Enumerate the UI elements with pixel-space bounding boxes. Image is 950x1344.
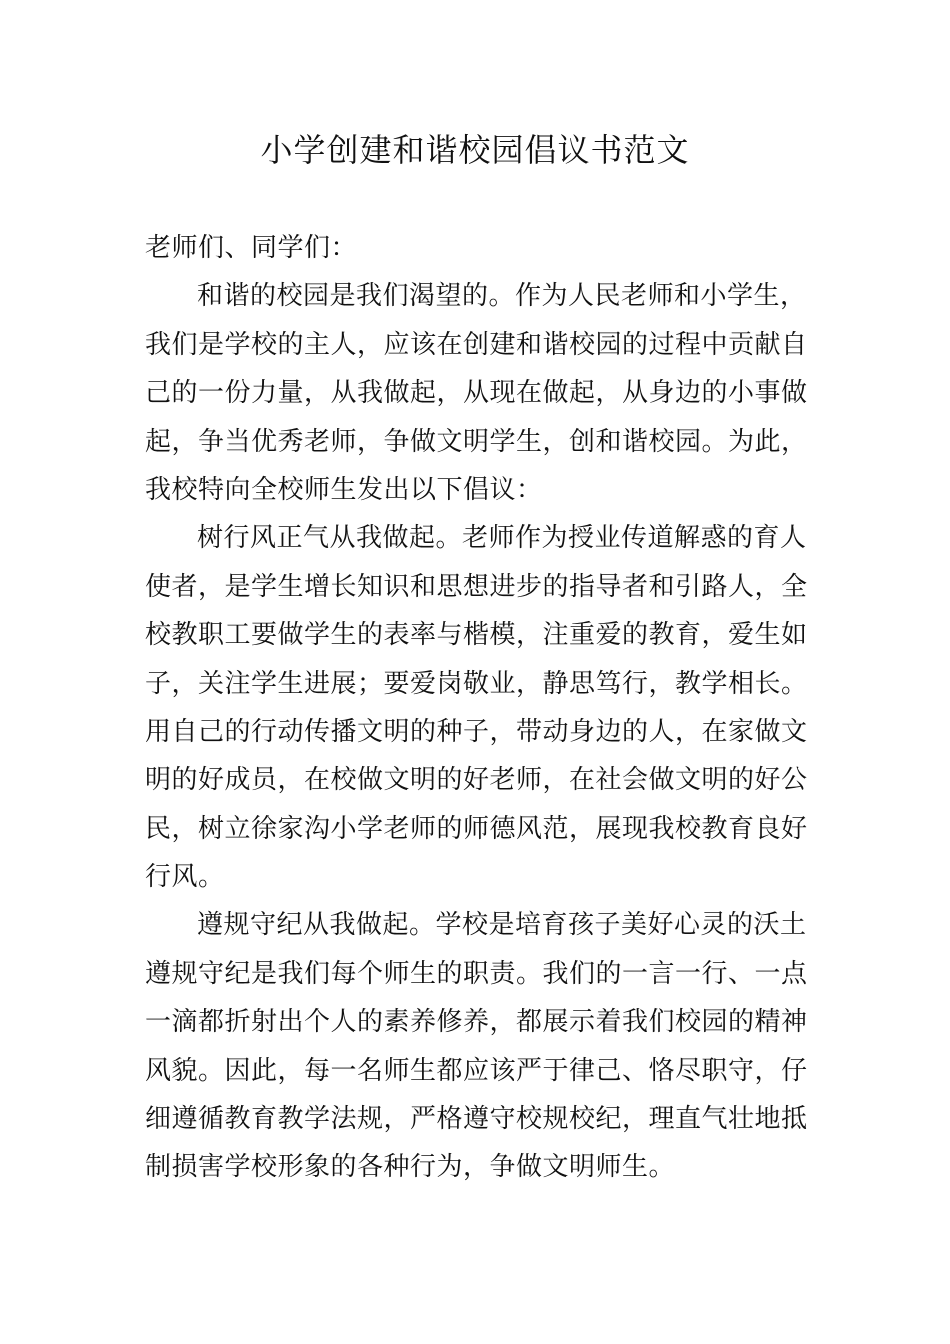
paragraph-line: 遵规守纪是我们每个师生的职责。我们的一言一行、一点 bbox=[145, 958, 808, 989]
paragraph-line: 一滴都折射出个人的素养修养，都展示着我们校园的精神 bbox=[145, 1007, 808, 1038]
paragraph-line: 用自己的行动传播文明的种子，带动身边的人，在家做文 bbox=[145, 716, 808, 747]
paragraph-line: 我们是学校的主人，应该在创建和谐校园的过程中贡献自 bbox=[145, 329, 808, 360]
paragraph-2 bbox=[145, 514, 810, 901]
paragraph-line: 我校特向全校师生发出以下倡议： bbox=[145, 474, 543, 505]
paragraph-1 bbox=[145, 272, 810, 514]
paragraph-line: 遵规守纪从我做起。学校是培育孩子美好心灵的沃土 bbox=[197, 910, 807, 941]
paragraph-line: 和谐的校园是我们渴望的。作为人民老师和小学生， bbox=[197, 281, 807, 312]
salutation: 老师们、同学们： bbox=[145, 233, 358, 263]
paragraph-line: 风貌。因此，每一名师生都应该严于律己、恪尽职守，仔 bbox=[145, 1055, 808, 1086]
paragraph-line: 起，争当优秀老师，争做文明学生，创和谐校园。为此， bbox=[145, 426, 808, 457]
document-title: 小学创建和谐校园倡议书范文 bbox=[260, 131, 690, 169]
paragraph-line: 树行风正气从我做起。老师作为授业传道解惑的育人 bbox=[197, 523, 807, 554]
paragraph-line: 校教职工要做学生的表率与楷模，注重爱的教育，爱生如 bbox=[145, 620, 808, 651]
paragraph-line: 行风。 bbox=[145, 862, 225, 893]
document-body bbox=[145, 224, 810, 1192]
paragraph-line: 使者，是学生增长知识和思想进步的指导者和引路人，全 bbox=[145, 571, 808, 602]
paragraph-line: 制损害学校形象的各种行为，争做文明师生。 bbox=[145, 1152, 676, 1183]
paragraph-line: 明的好成员，在校做文明的好老师，在社会做文明的好公 bbox=[145, 765, 808, 796]
paragraph-line: 子，关注学生进展；要爱岗敬业，静思笃行，教学相长。 bbox=[145, 668, 808, 699]
paragraph-3 bbox=[145, 901, 810, 1191]
paragraph-line: 细遵循教育教学法规，严格遵守校规校纪，理直气壮地抵 bbox=[145, 1104, 808, 1135]
paragraph-line: 己的一份力量，从我做起，从现在做起，从身边的小事做 bbox=[145, 378, 808, 409]
paragraph-line: 民，树立徐家沟小学老师的师德风范，展现我校教育良好 bbox=[145, 813, 808, 844]
